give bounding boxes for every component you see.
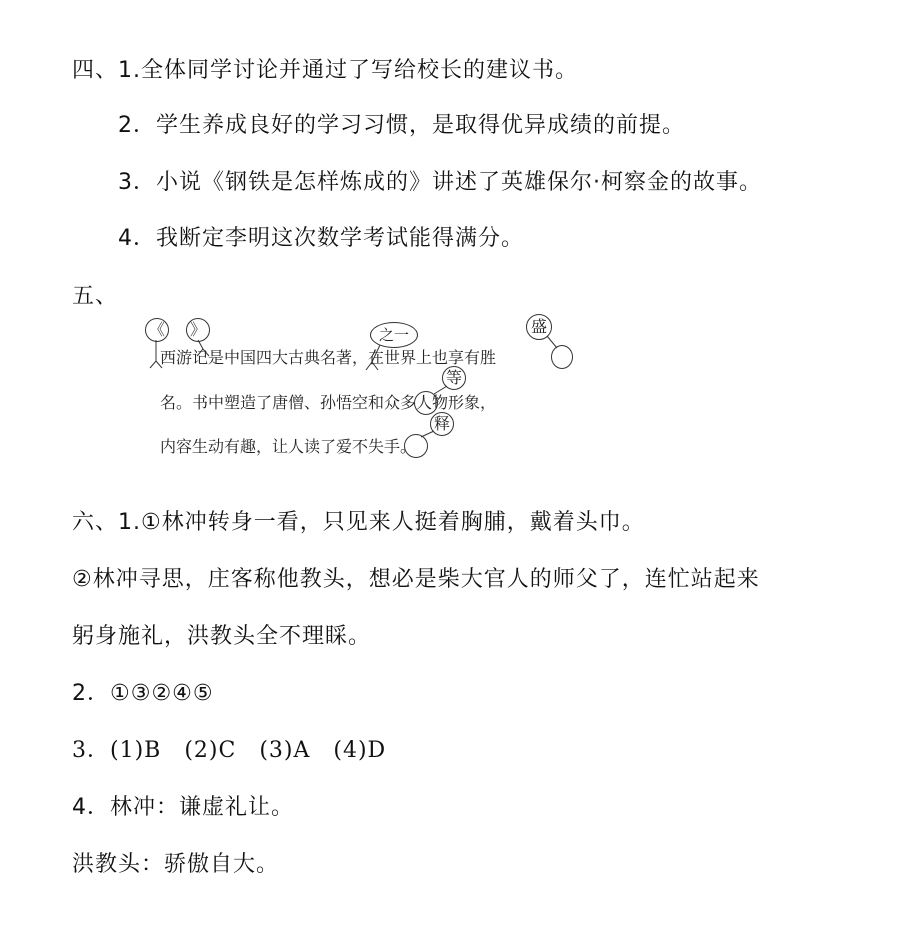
passage-text: 内容生动有趣，让人读了爱不 [160,437,369,456]
mark-close-bracket: 》 [186,318,210,342]
passage-line-2 [160,393,496,413]
answer-6-1-b: ②林冲寻思，庄客称他教头，想必是柴大官人的师父了，连忙站起来 [72,567,760,592]
answer-4-3: 3．小说《钢铁是怎样炼成的》讲述了英雄保尔·柯察金的故事。 [118,170,762,195]
passage-text: 众多人物形象， [384,393,497,412]
answer-6-2: 2．①③②④⑤ [72,681,214,706]
passage-line-3 [160,437,416,457]
error-circle-shi [404,434,428,458]
mark-insert-zhiyi: 之一 [370,322,418,348]
error-circle-sheng [551,345,573,369]
passage-text: 名。书中塑造了唐僧、孙悟空 [160,393,369,412]
mark-shi: 释 [430,412,454,436]
passage-error-char: 胜 [480,348,497,367]
passage-error-char: 失 [368,437,385,456]
passage-error-char: 和 [368,393,385,412]
passage-text: 西游记是中国四大古典名著，在世界上也享有 [160,348,481,367]
answer-6-4: 4．林冲：谦虚礼让。 [72,795,294,820]
answer-6-4-b: 洪教头：骄傲自大。 [72,852,280,877]
mark-deng: 等 [442,366,466,390]
section-5-label: 五、 [72,284,119,309]
passage-line-1 [160,348,496,368]
passage-text: 手。 [384,437,417,456]
mark-sheng: 盛 [526,314,552,340]
error-circle-he [414,391,438,415]
answer-4-4: 4．我断定李明这次数学考试能得满分。 [118,226,524,251]
answer-4-2: 2．学生养成良好的学习习惯，是取得优异成绩的前提。 [118,113,685,138]
answer-6-1-c: 躬身施礼，洪教头全不理睬。 [72,624,372,649]
mark-open-bracket: 《 [145,318,169,342]
answer-6-3: 3．(1)B (2)C (3)A (4)D [72,738,387,763]
answer-6-1-a: 六、1.①林冲转身一看，只见来人挺着胸脯，戴着头巾。 [72,510,645,535]
answer-4-1: 四、1.全体同学讨论并通过了写给校长的建议书。 [72,58,578,83]
